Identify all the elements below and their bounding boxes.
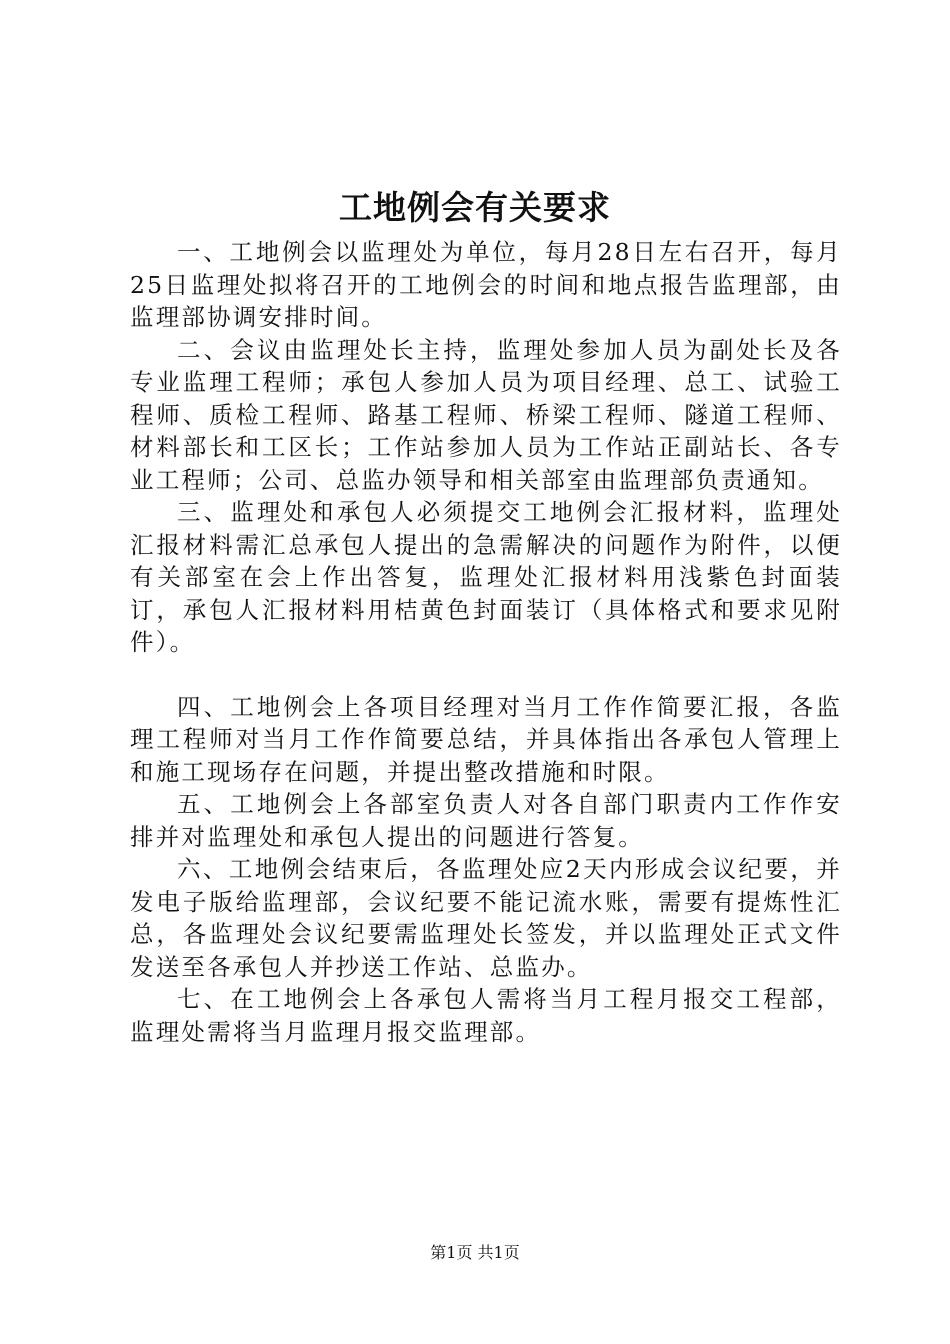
paragraph-2: 二、会议由监理处长主持，监理处参加人员为副处长及各专业监理工程师；承包人参加人员为项目经理、总工、试验工程师、质检工程师、路基工程师、桥梁工程师、隧道工程师、材料部长和工区长；工作站参加人员为工作站正副站长、各专业工程师；公司、总监办领导和相关部室由监理部负责通知。: [130, 335, 842, 494]
paragraph-5: 五、工地例会上各部室负责人对各自部门职责内工作作安排并对监理处和承包人提出的问题进行答复。: [130, 790, 842, 851]
paragraph-6: 六、工地例会结束后，各监理处应2天内形成会议纪要，并发电子版给监理部，会议纪要不能记流水账，需要有提炼性汇总，各监理处会议纪要需监理处长签发，并以监理处正式文件发送至各承包人并抄送工作站、总监办。: [130, 855, 842, 981]
document-title: 工地例会有关要求: [339, 188, 611, 227]
paragraph-3: 三、监理处和承包人必须提交工地例会汇报材料，监理处汇报材料需汇总承包人提出的急需解决的问题作为附件，以便有关部室在会上作出答复，监理处汇报材料用浅紫色封面装订，承包人汇报材料用桔黄色封面装订（具体格式和要求见附件）。: [130, 498, 842, 656]
paragraph-7: 七、在工地例会上各承包人需将当月工程月报交工程部，监理处需将当月监理月报交监理部。: [130, 985, 842, 1046]
document-body: [130, 236, 842, 1048]
paragraph-1: 一、工地例会以监理处为单位，每月28日左右召开，每月25日监理处拟将召开的工地例会的时间和地点报告监理部，由监理部协调安排时间。: [130, 238, 842, 331]
page-number-footer: 第1页 共1页: [430, 1243, 520, 1262]
paragraph-4: 四、工地例会上各项目经理对当月工作作简要汇报，各监理工程师对当月工作作简要总结，并具体指出各承包人管理上和施工现场存在问题，并提出整改措施和时限。: [130, 692, 842, 786]
